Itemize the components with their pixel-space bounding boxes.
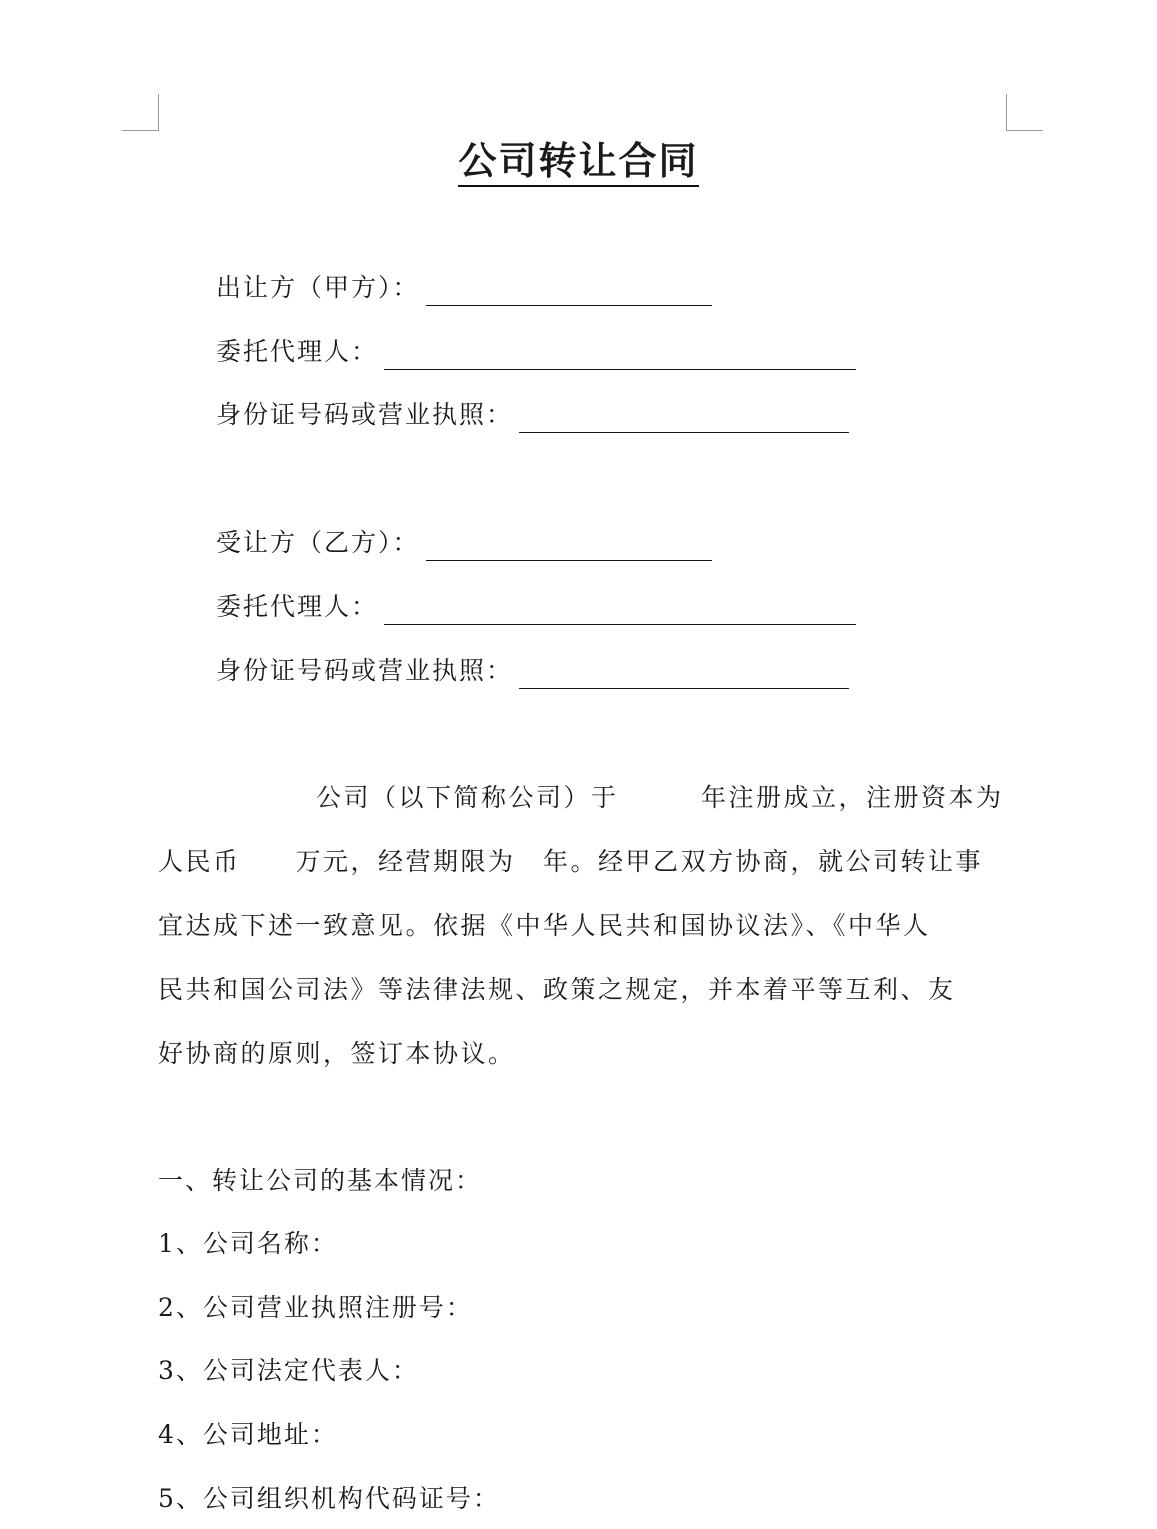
party-b-field	[216, 521, 712, 561]
party-a-id-label: 身份证号码或营业执照：	[216, 400, 514, 429]
party-a-field	[216, 266, 712, 306]
party-a-blank[interactable]	[426, 275, 712, 306]
section-heading: 一、转让公司的基本情况：	[158, 1166, 483, 1195]
preamble-line: 公司（以下简称公司）于 年注册成立，注册资本为	[316, 783, 1004, 812]
party-a-id-blank[interactable]	[519, 402, 849, 433]
preamble-paragraph	[158, 778, 1008, 1098]
party-b-agent-blank[interactable]	[384, 594, 856, 625]
section-item: 2、公司营业执照注册号：	[158, 1293, 473, 1322]
section-item: 3、公司法定代表人：	[158, 1356, 419, 1385]
party-b-id-blank[interactable]	[519, 658, 849, 689]
preamble-line: 好协商的原则，签订本协议。	[158, 1039, 516, 1068]
crop-mark-top-left	[122, 94, 159, 131]
preamble-line: 民共和国公司法》等法律法规、政策之规定，并本着平等互利、友	[158, 975, 956, 1004]
section-item: 4、公司地址：	[158, 1420, 338, 1449]
preamble-line: 宜达成下述一致意见。依据《中华人民共和国协议法》、《中华人	[158, 911, 931, 940]
party-a-label: 出让方（甲方）：	[216, 273, 420, 302]
party-b-id-field	[216, 649, 849, 689]
party-a-agent-label: 委托代理人：	[216, 337, 379, 366]
preamble-line: 人民币 万元，经营期限为 年。经甲乙双方协商，就公司转让事	[158, 847, 984, 876]
crop-mark-top-right	[1006, 94, 1043, 131]
party-a-agent-blank[interactable]	[384, 339, 856, 370]
party-b-agent-field	[216, 585, 856, 625]
party-b-id-label: 身份证号码或营业执照：	[216, 656, 514, 685]
document-title	[0, 136, 1157, 186]
party-a-id-field	[216, 393, 849, 433]
party-b-agent-label: 委托代理人：	[216, 592, 379, 621]
party-b-blank[interactable]	[426, 530, 712, 561]
party-b-label: 受让方（乙方）：	[216, 528, 420, 557]
title-text: 公司转让合同	[458, 138, 698, 187]
section-item: 5、公司组织机构代码证号：	[158, 1484, 500, 1513]
party-a-agent-field	[216, 330, 856, 370]
section-item: 1、公司名称：	[158, 1229, 338, 1258]
